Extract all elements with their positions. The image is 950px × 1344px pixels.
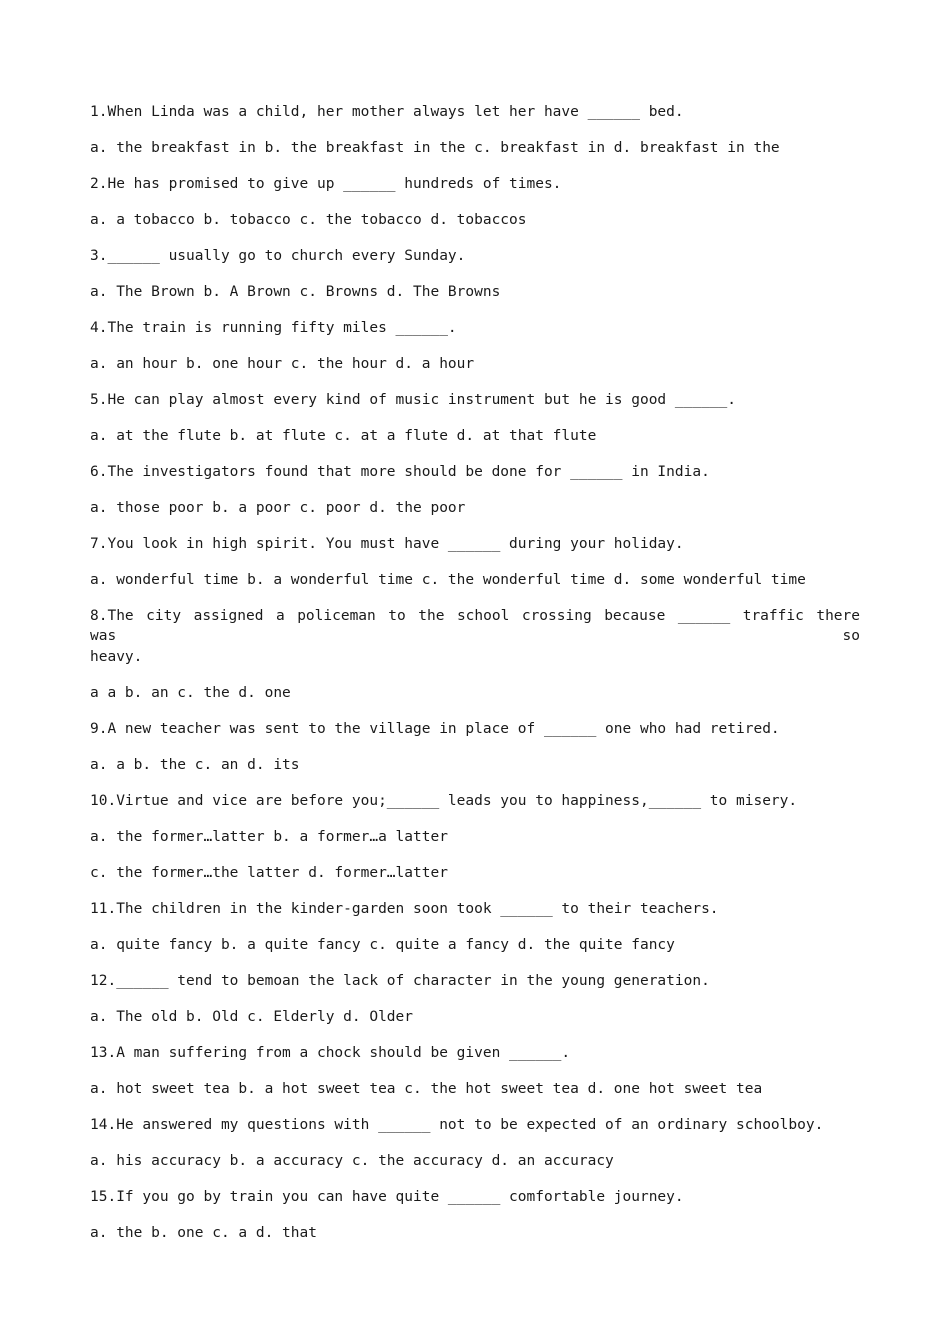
question-10-options-row-1: a. the former…latter b. a former…a latter xyxy=(90,829,448,845)
question-13-options: a. hot sweet tea b. a hot sweet tea c. the hot sweet tea d. one hot sweet tea xyxy=(90,1081,763,1097)
question-6-options: a. those poor b. a poor c. poor d. the poor xyxy=(90,500,466,516)
question-2-options: a. a tobacco b. tobacco c. the tobacco d. tobaccos xyxy=(90,212,527,228)
question-2-stem: 2.He has promised to give up ______ hundreds of times. xyxy=(90,176,562,192)
question-3-options: a. The Brown b. A Brown c. Browns d. The Browns xyxy=(90,284,501,300)
question-10-options-row-2: c. the former…the latter d. former…latter xyxy=(90,865,448,881)
question-11-options: a. quite fancy b. a quite fancy c. quite a fancy d. the quite fancy xyxy=(90,937,675,953)
question-8-stem-continuation: heavy. xyxy=(90,649,143,665)
question-7-options: a. wonderful time b. a wonderful time c. the wonderful time d. some wonderful time xyxy=(90,572,806,588)
question-9-options: a. a b. the c. an d. its xyxy=(90,757,300,773)
question-8-stem: 8.The city assigned a policeman to the school crossing because ______ traffic there was so xyxy=(90,608,860,644)
question-11-stem: 11.The children in the kinder-garden soon took ______ to their teachers. xyxy=(90,901,719,917)
question-9-stem: 9.A new teacher was sent to the village in place of ______ one who had retired. xyxy=(90,721,780,737)
question-4-options: a. an hour b. one hour c. the hour d. a hour xyxy=(90,356,475,372)
question-8-options: a a b. an c. the d. one xyxy=(90,685,291,701)
question-1-options: a. the breakfast in b. the breakfast in the c. breakfast in d. breakfast in the xyxy=(90,140,780,156)
question-13-stem: 13.A man suffering from a chock should be given ______. xyxy=(90,1045,571,1061)
question-5-stem: 5.He can play almost every kind of music instrument but he is good ______. xyxy=(90,392,737,408)
question-3-stem: 3.______ usually go to church every Sunday. xyxy=(90,248,466,264)
question-12-options: a. The old b. Old c. Elderly d. Older xyxy=(90,1009,414,1025)
question-7-stem: 7.You look in high spirit. You must have ______ during your holiday. xyxy=(90,536,684,552)
question-14-options: a. his accuracy b. a accuracy c. the accuracy d. an accuracy xyxy=(90,1153,614,1169)
question-6-stem: 6.The investigators found that more should be done for ______ in India. xyxy=(90,464,710,480)
question-14-stem: 14.He answered my questions with ______ not to be expected of an ordinary schoolboy. xyxy=(90,1117,824,1133)
question-15-options: a. the b. one c. a d. that xyxy=(90,1225,317,1241)
question-4-stem: 4.The train is running fifty miles ______. xyxy=(90,320,457,336)
question-5-options: a. at the flute b. at flute c. at a flute d. at that flute xyxy=(90,428,597,444)
question-12-stem: 12.______ tend to bemoan the lack of character in the young generation. xyxy=(90,973,710,989)
question-15-stem: 15.If you go by train you can have quite ______ comfortable journey. xyxy=(90,1189,684,1205)
question-1-stem: 1.When Linda was a child, her mother always let her have ______ bed. xyxy=(90,104,684,120)
question-10-stem: 10.Virtue and vice are before you;______ leads you to happiness,______ to misery. xyxy=(90,793,798,809)
